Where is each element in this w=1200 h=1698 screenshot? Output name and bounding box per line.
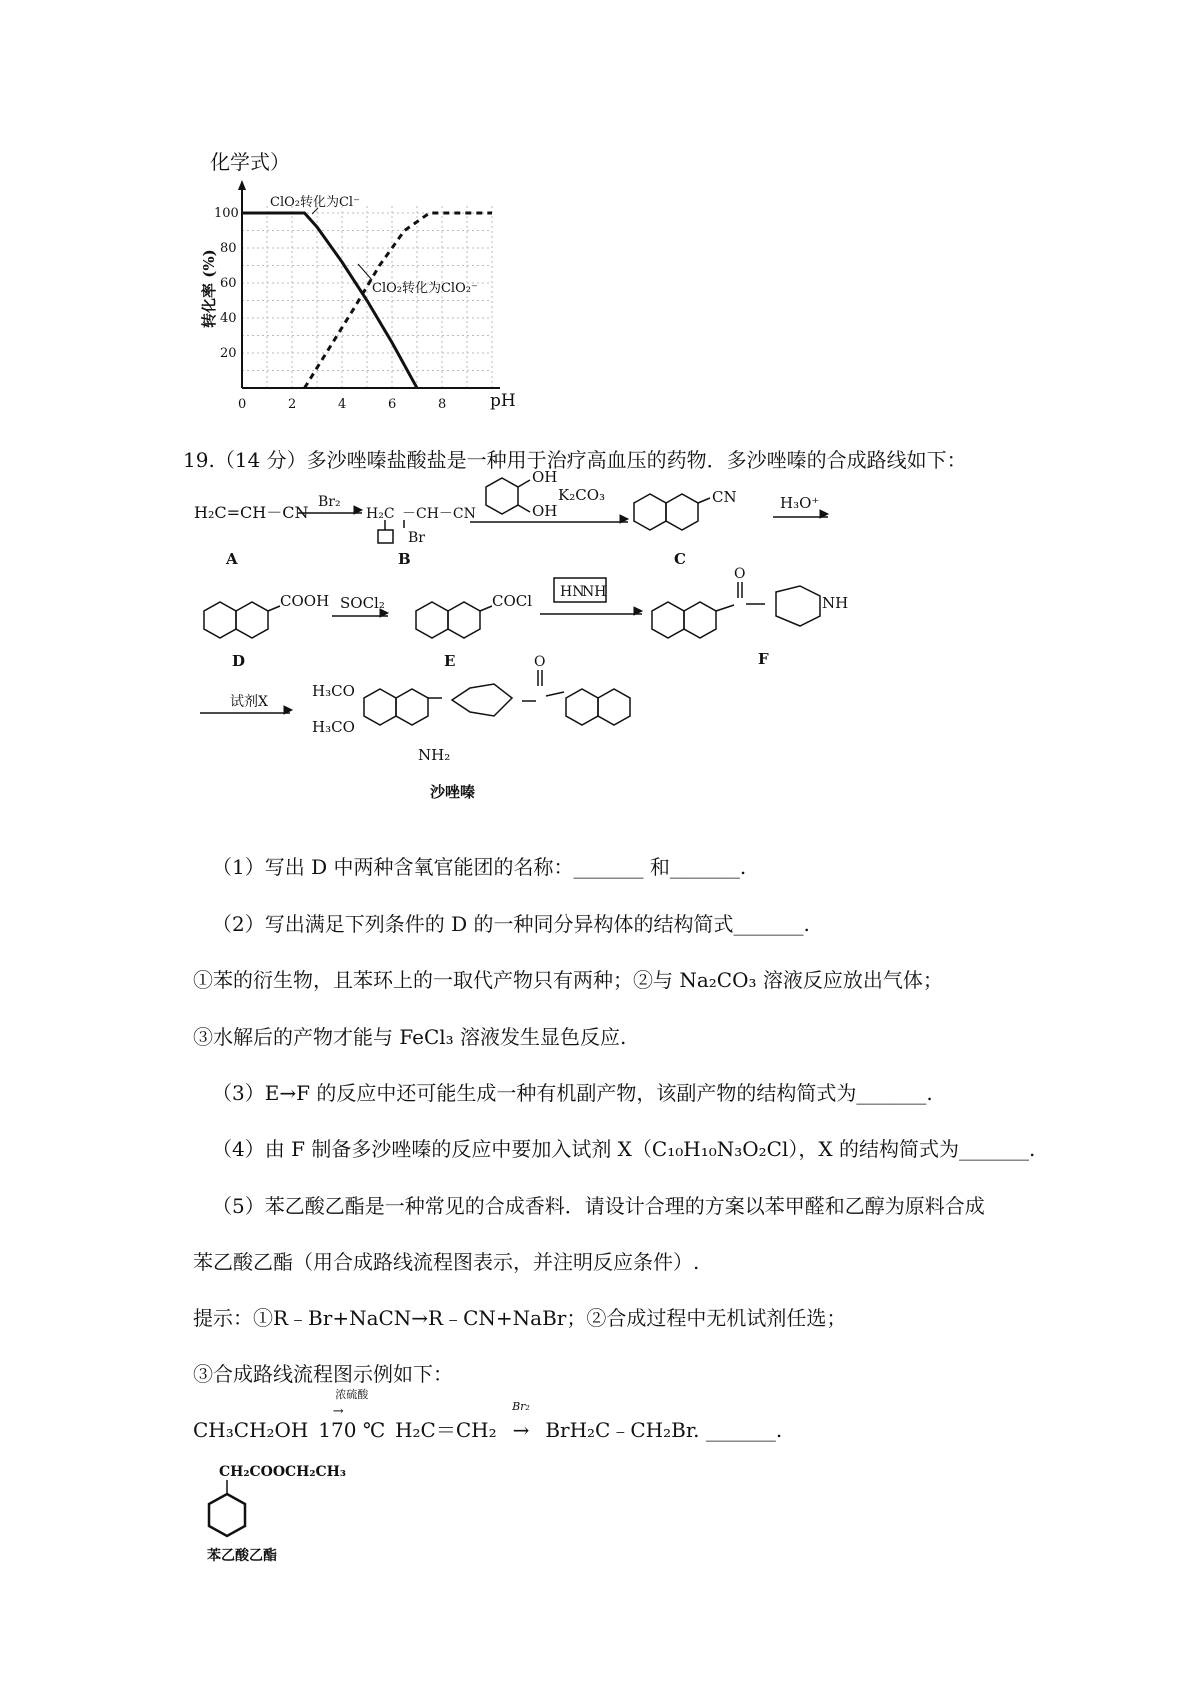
compound-b-br: Br xyxy=(408,530,425,546)
product-dioxane-ring xyxy=(566,689,598,725)
ester-name: 苯乙酸乙酯 xyxy=(207,1548,277,1564)
ester-formula: CH₂COOCH₂CH₃ xyxy=(219,1464,347,1480)
conversion-rate-chart xyxy=(200,178,530,428)
question-number: 19. xyxy=(183,448,215,472)
example-cond-bottom: 170 ℃ xyxy=(318,1418,386,1442)
product-pyrimidine-ring xyxy=(396,689,428,725)
product-benzene-ring xyxy=(364,689,396,725)
y-tick-label: 60 xyxy=(220,276,237,291)
c-benzene-ring xyxy=(634,494,666,530)
x-tick-label: 4 xyxy=(338,397,347,412)
product-ome-top: H₃CO xyxy=(312,682,355,700)
series-clo2-label: ClO₂转化为ClO₂⁻ xyxy=(372,281,478,296)
catechol-ring xyxy=(486,478,518,514)
product-nh2: NH₂ xyxy=(418,746,451,764)
y-tick-label: 40 xyxy=(220,311,237,326)
prev-question-fragment: 化学式） xyxy=(210,150,290,174)
x-tick-label: 6 xyxy=(388,397,397,412)
e-dioxane-ring xyxy=(448,602,480,638)
y-axis-title: 转化率 (%) xyxy=(200,249,218,328)
example-arrow-2: → xyxy=(512,1418,530,1442)
compound-e-cocl: COCl xyxy=(492,592,533,610)
hint-example-line: ③合成路线流程图示例如下： xyxy=(193,1362,453,1386)
ester-benzene-ring xyxy=(209,1494,245,1536)
series-clo2-pointer xyxy=(358,264,372,280)
reagent-k2co3: K₂CO₃ xyxy=(558,486,606,504)
b-ring-box xyxy=(378,530,393,543)
series-cl-label: ClO₂转化为Cl⁻ xyxy=(270,195,360,210)
x-tick-label: 8 xyxy=(438,397,447,412)
f-benzene-ring xyxy=(652,602,684,638)
chart-grid xyxy=(242,204,492,388)
example-reagent: Br₂ xyxy=(512,1400,530,1413)
d-dioxane-ring xyxy=(236,602,268,638)
label-b: B xyxy=(398,550,411,568)
reagent-br2: Br₂ xyxy=(318,494,341,510)
compound-c-cn: CN xyxy=(712,488,737,506)
label-d: D xyxy=(232,652,246,670)
piperazine-hn: HN xyxy=(560,584,585,600)
q2-condition-1: ①苯的衍生物，且苯环上的一取代产物只有两种；②与 Na₂CO₃ 溶液反应放出气体； xyxy=(193,968,943,992)
question-19-header xyxy=(183,448,967,472)
e-benzene-ring xyxy=(416,602,448,638)
piperazine-nh: NH xyxy=(582,584,607,600)
label-a: A xyxy=(226,550,238,568)
product-benzodioxane-benzene xyxy=(598,689,630,725)
reagent-h3o: H₃O⁺ xyxy=(780,494,820,512)
compound-f-nh: NH xyxy=(822,594,849,612)
synthesis-scheme xyxy=(180,470,880,815)
y-tick-label: 100 xyxy=(214,206,239,221)
example-route xyxy=(193,1388,783,1442)
example-arrow: → xyxy=(332,1404,344,1419)
q5-text-line2: 苯乙酸乙酯（用合成路线流程图表示，并注明反应条件）. xyxy=(193,1250,700,1274)
example-end: BrH₂C﹣CH₂Br. xyxy=(545,1418,700,1442)
catechol-oh-top: OH xyxy=(532,470,558,486)
x-tick-label: 0 xyxy=(238,397,247,412)
reagent-socl2: SOCl₂ xyxy=(340,594,385,612)
compound-a-formula: H₂C=CH－CN xyxy=(194,503,309,522)
label-product: 沙唑嗪 xyxy=(430,783,476,801)
label-e: E xyxy=(444,652,456,670)
x-tick-label: 2 xyxy=(288,397,297,412)
example-start: CH₃CH₂OH xyxy=(193,1418,309,1442)
d-benzene-ring xyxy=(204,602,236,638)
q1-text: （1）写出 D 中两种含氧官能团的名称：_______ 和_______. xyxy=(212,855,747,879)
f-piperazine-ring xyxy=(776,586,820,626)
x-axis-title: pH xyxy=(490,391,516,411)
ethyl-phenylacetate-structure xyxy=(205,1460,405,1570)
y-axis-arrow xyxy=(238,180,246,190)
question-score: （14 分） xyxy=(214,448,307,472)
q2-text: （2）写出满足下列条件的 D 的一种同分异构体的结构简式_______. xyxy=(212,912,810,936)
compound-f-o: O xyxy=(734,566,746,582)
f-dioxane-ring xyxy=(684,602,716,638)
example-cond-top: 浓硫酸 xyxy=(335,1388,369,1401)
example-mid: H₂C＝CH₂ xyxy=(395,1418,497,1442)
c-dioxane-ring xyxy=(666,494,698,530)
reagent-x: 试剂X xyxy=(230,694,268,710)
label-f: F xyxy=(758,650,769,668)
example-blank: _______. xyxy=(705,1418,783,1442)
product-carbonyl-o: O xyxy=(534,654,546,670)
compound-b-h2c: H₂C xyxy=(366,506,395,522)
y-tick-label: 20 xyxy=(220,346,237,361)
label-c: C xyxy=(674,550,686,568)
example-condition xyxy=(315,1388,389,1442)
compound-b-chain: －CH－CN xyxy=(402,506,476,522)
product-piperazine-ring xyxy=(452,684,512,716)
question-stem: 多沙唑嗪盐酸盐是一种用于治疗高血压的药物．多沙唑嗪的合成路线如下： xyxy=(306,448,967,472)
catechol-oh-bottom: OH xyxy=(532,502,558,520)
example-reagent-arrow xyxy=(503,1400,539,1442)
q4-text: （4）由 F 制备多沙唑嗪的反应中要加入试剂 X（C₁₀H₁₀N₃O₂Cl），X 的结构简式为_______. xyxy=(212,1137,1036,1161)
q2-condition-2: ③水解后的产物才能与 FeCl₃ 溶液发生显色反应. xyxy=(193,1025,627,1049)
y-tick-label: 80 xyxy=(220,241,237,256)
q5-text-line1: （5）苯乙酸乙酯是一种常见的合成香料．请设计合理的方案以苯甲醛和乙醇为原料合成 xyxy=(212,1194,985,1218)
hint-line: 提示：①R﹣Br+NaCN→R﹣CN+NaBr；②合成过程中无机试剂任选； xyxy=(193,1306,847,1330)
q3-text: （3）E→F 的反应中还可能生成一种有机副产物，该副产物的结构简式为_______. xyxy=(212,1081,933,1105)
product-ome-bottom: H₃CO xyxy=(312,718,355,736)
compound-d-cooh: COOH xyxy=(280,592,330,610)
